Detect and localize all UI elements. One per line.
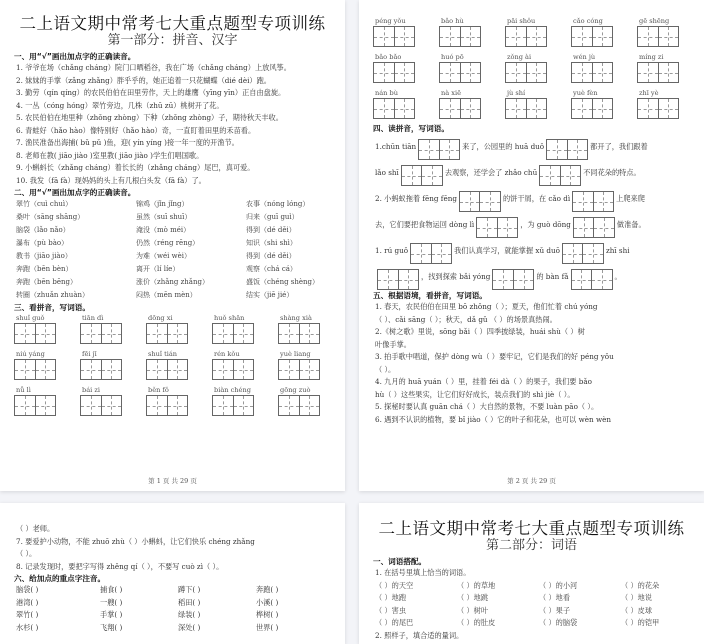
writing-box[interactable] [401,165,443,186]
writing-box[interactable] [459,191,501,212]
matching-item: （ ）的铠甲 [621,618,660,627]
passage-text: 做准备。 [616,220,646,229]
passage-text: 去，它们要把食物运回 dòng lì [375,220,475,229]
choice-item: 农事（nóng lóng） [246,200,310,208]
section-heading: 四、读拼音，写词语。 [373,124,449,133]
choice-item: 教书（jiāo jiào） [16,252,72,260]
passage-text: 我们认真学习，就能掌握 xǔ duō [454,246,560,255]
choice-item: 脑袋（lǎo nǎo） [16,226,70,234]
writing-box[interactable] [637,98,679,119]
choice-item: 奔跑（bēn bēng） [16,278,77,286]
choice-item: 知识（shi shì） [246,239,297,247]
passage-line [375,186,704,212]
choice-item: 结实（jiē jié） [246,291,294,299]
annotation-item: 世界( ) [256,622,279,632]
pinyin-label: bǎo hù [441,17,464,25]
pinyin-row [373,52,704,83]
writing-box[interactable] [212,323,254,344]
passage-line [375,264,704,290]
question-item: 5. 农民伯伯在地里种（zhǒng zhòng）下种（zhǒng zhòng）子，期待秋天丰收。 [16,113,283,122]
question-item: 2. 妹妹的手掌（zǎng zhǎng）胖乎乎的，她正追着一只花蝴蝶（dié dèi）跑。 [16,75,271,85]
writing-box[interactable] [418,139,460,160]
pinyin-row [373,88,704,119]
choice-item: 得到（dé děi） [246,226,296,234]
pinyin-label: bái zi [82,386,100,394]
instruction: 2. 照样子，填合适的量词。 [375,630,464,640]
section-heading: 六、给加点的重点字注音。 [14,574,106,583]
section-heading: 一、词语搭配。 [373,557,427,566]
annotation-item: 稻田( ) [178,597,201,607]
question-item: 9. 小蝌蚪长（zhǎng cháng）着长长的（zhǎng cháng）尾巴，真可爱。 [16,163,255,172]
writing-box[interactable] [146,359,188,380]
writing-box[interactable] [571,269,613,290]
writing-box[interactable] [212,395,254,416]
annotation-item: 桦树( ) [256,610,279,619]
annotation-item: 港湾( ) [16,597,39,607]
pinyin-label: zǒng ài [507,53,532,61]
choice-item: 观察（chá cá） [246,265,297,273]
passage-text: 2. 小蚂蚁拖着 fēng fēng [375,194,457,203]
writing-box[interactable] [571,98,613,119]
part-subtitle: 第二部分：词语 [485,538,577,553]
matching-item: （ ）的肚皮 [457,618,496,627]
choice-item: 涨价（zhǎng zhǎng） [136,278,209,286]
passage-text: ，找到探索 bǎi yóng [421,272,491,281]
choice-item: 盛饭（chéng shèng） [246,278,320,286]
section-heading: 一、用“√”画出加点字的正确读音。 [14,52,136,61]
question-line: 1. 春天，农民伯伯在田里 bō zhǒng（ ）；夏天，他们忙着 chú yóng [375,302,598,311]
passage-line [375,238,704,264]
pinyin-label: gōng zuò [280,386,311,394]
choice-item: 得到（dé děi） [246,252,296,260]
writing-box[interactable] [562,243,604,264]
choice-item: 为难（wéi wèi） [136,252,191,260]
choice-item: 仍然（réng rēng） [136,239,200,247]
writing-box[interactable] [505,62,547,83]
annotation-item: 翠竹( ) [16,610,39,619]
pinyin-label: wén jù [573,53,596,61]
passage-line [375,212,704,238]
pinyin-row [14,385,345,416]
writing-box[interactable] [373,62,415,83]
passage-text: zhī shi [605,246,630,255]
passage-text: 都开了，我们跟着 [590,142,648,151]
choice-item: 归来（guī guì） [246,213,299,221]
matching-item: （ ）的花朵 [621,580,660,590]
pinyin-label: biàn chéng [214,386,251,394]
fill-in-passage [359,134,704,290]
part-subtitle: 第一部分：拼音、汉字 [107,33,238,48]
writing-box[interactable] [146,395,188,416]
question-item: 3. 勤劳（qín qíng）的农民伯伯在田里劳作，天上的雄鹰（yīng yīn）正自由盘旋。 [16,88,286,97]
pinyin-label: jù shí [507,89,526,97]
passage-text: 的饼干屑，在 cǎo dì [502,194,571,203]
writing-box[interactable] [14,359,56,380]
pinyin-label: bǎo bǎo [375,53,402,61]
writing-box[interactable] [439,98,481,119]
pinyin-label: péng yǒu [375,17,406,25]
pinyin-label: shuǐ guǒ [16,314,45,322]
writing-box[interactable] [539,165,581,186]
question-item: 10. 我发（fā fà）现妈妈的头上有几根白头发（fā fà）了。 [16,175,206,185]
pinyin-label: yuè fèn [573,89,598,97]
passage-line [375,134,704,160]
pinyin-label: cǎo cóng [573,17,603,25]
passage-text: 去观察，还学会了 zhǎo chū [444,168,538,177]
pinyin-label: pāi shǒu [507,17,536,25]
writing-box[interactable] [637,26,679,47]
passage-text: 的 bàn fǎ [536,272,569,281]
writing-box[interactable] [476,217,518,238]
pinyin-label: běn fǒ [148,386,169,394]
annotation-item: 脑袋( ) [16,585,39,594]
annotation-item: 飞翔( ) [100,622,123,632]
pinyin-label: shàng xià [280,314,312,322]
passage-text: ，为 guò dōng [520,220,571,229]
writing-box[interactable] [278,395,320,416]
question-line: （ ）老师。 [16,524,55,533]
passage-text: lǎo shī [375,168,399,177]
page-footer: 第 1 页 共 29 页 [148,477,197,485]
passage-text: 不同花朵的特点。 [583,168,641,177]
matching-item: （ ）的小河 [539,580,578,590]
writing-box[interactable] [377,269,419,290]
section-heading: 三、看拼音，写词语。 [14,303,90,312]
annotation-item: 小溪( ) [256,597,279,607]
pinyin-label: zhī yè [639,89,659,97]
pinyin-label: niú yáng [16,350,45,358]
matching-item: （ ）地跳 [457,593,489,602]
question-item: 8. 老师在教( jiāo jiào )室里教( jiāo jiào )学生们唱国歌。 [16,150,204,160]
writing-box[interactable] [439,62,481,83]
choice-item: 桑叶（sāng shāng） [16,213,85,221]
writing-box[interactable] [410,243,452,264]
writing-box[interactable] [505,26,547,47]
question-line: 叶像手掌。 [375,339,411,349]
context-fill-list [359,301,704,426]
pinyin-label: dōng xi [148,314,173,322]
pinyin-row [373,16,704,47]
annotation-item: 绿装( ) [178,610,201,619]
choice-item: 淹没（mò méi） [136,226,191,234]
document-page-2 [359,0,704,491]
question-list [0,62,345,187]
section-heading: 二、用“√”画出加点字的正确读音。 [14,188,136,197]
writing-box[interactable] [505,98,547,119]
writing-box[interactable] [146,323,188,344]
writing-box[interactable] [80,359,122,380]
matching-item: （ ）的尾巴 [375,618,414,627]
passage-text: 来了，公园里的 huā duǒ [462,142,545,151]
matching-item: （ ）地跑 [375,593,407,602]
matching-item: （ ）地看 [539,593,571,602]
writing-box[interactable] [80,323,122,344]
pinyin-label: míng zi [639,53,664,61]
pinyin-label: nǚ lì [16,386,31,394]
pinyin-label: tiān dì [82,314,104,322]
annotation-item: 一艘( ) [100,597,123,607]
choice-item: 离开（lí líe） [136,265,180,273]
matching-item: （ ）树叶 [457,605,489,615]
passage-text: 1. rú guǒ [375,246,409,255]
annotation-item: 手掌( ) [100,610,123,619]
pinyin-writing-grid [0,313,345,416]
question-line: （ ）。 [375,364,396,374]
writing-box[interactable] [14,323,56,344]
pinyin-label: yuè liang [280,350,311,358]
phonetic-annotation-grid [16,584,345,634]
passage-text: 。 [614,272,622,281]
question-line: 8. 记录发现时，要把字写得 zhěng qí（ ），不要写 cuò zì（ ）。 [16,561,224,571]
matching-item: （ ）的脑袋 [539,618,578,627]
writing-box[interactable] [439,26,481,47]
question-line: 2.《树之歌》里说，sōng bǎi（ ）四季披绿装，huái shù（ ）树 [375,327,585,336]
matching-item: （ ）地说 [621,593,653,602]
pinyin-label: huó pō [441,53,464,61]
question-item: 4. 一丛（cóng hóng）翠竹旁边，几株（zhū zū）桃树开了花。 [16,100,224,110]
document-page-1 [0,0,345,491]
pinyin-label: fēi jī [82,350,97,358]
pinyin-row [14,349,345,380]
choice-item: 锦鸡（jǐn jǐng） [136,200,189,208]
writing-box[interactable] [572,191,614,212]
question-line: 3. 拍手歌中唱道，保护 dòng wù（ ）要牢记，它们是我们的好 péng yǒu [375,352,614,361]
passage-line [375,160,704,186]
matching-item: （ ）害虫 [375,605,407,615]
reading-choice-grid [16,198,345,302]
question-line: 6. 遇到不认识的植物，要 bǐ jiào（ ）它的叶子和花朵，也可以 wèn wèn [375,414,611,424]
pinyin-writing-grid [359,16,704,119]
matching-item: （ ）的草地 [457,580,496,590]
writing-box[interactable] [571,26,613,47]
annotation-item: 水杉( ) [16,622,39,632]
word-matching-grid [375,580,704,630]
choice-item: 转圈（zhuǎn zhuàn） [16,291,89,299]
writing-box[interactable] [14,395,56,416]
pinyin-label: shuǐ tián [148,350,178,358]
writing-box[interactable] [373,26,415,47]
pinyin-label: nán bù [375,89,398,97]
choice-item: 闷热（mēn mèn） [136,291,197,299]
pinyin-label: gē shēng [639,17,670,25]
writing-box[interactable] [546,139,588,160]
pinyin-label: nà xiē [441,89,462,97]
matching-item: （ ）果子 [539,605,571,615]
choice-item: 翠竹（cuì chuì） [16,200,73,208]
question-line: hù（ ）这些果实，让它们好好成长，装点我们的 shì jiè（ ）。 [375,389,575,399]
writing-box[interactable] [80,395,122,416]
question-item: 7. 渔民准备出海捕( bǔ pǔ )鱼，迎( yín yíng )接一年一度的开渔节。 [16,138,239,147]
question-line: （ ）。 [16,549,37,558]
question-item: 1. 爷爷在场（chǎng cháng）院门口晒稻谷，我在广场（chǎng cháng）上放风筝。 [16,63,291,72]
choice-item: 虽然（suī shuī） [136,213,192,221]
question-line: 7. 要爱护小动物，不能 zhuō zhù（ ）小蝌蚪，让它们快乐 chéng zhǎng [16,536,255,546]
writing-box[interactable] [278,359,320,380]
doc-title: 二上语文期中常考七大重点题型专项训练 [378,519,685,538]
writing-box[interactable] [373,98,415,119]
pinyin-label: rén kǒu [214,350,240,358]
document-page-3 [0,503,345,644]
writing-box[interactable] [573,217,615,238]
annotation-item: 奔跑( ) [256,585,279,594]
passage-text: 上爬来爬 [616,194,645,203]
annotation-item: 蹲下( ) [178,585,201,594]
pinyin-label: huǒ shān [214,314,245,322]
writing-box[interactable] [637,62,679,83]
document-page-4 [359,503,704,644]
question-item: 6. 青蛙好（hǎo hào）像特别好（hǎo hào）奇，一直盯着田里的禾苗看。 [16,125,256,135]
choice-item: 瀑布（pù bào） [16,239,69,247]
writing-box[interactable] [571,62,613,83]
matching-item: （ ）皮球 [621,605,653,615]
question-line: （ ）、cǎi sāng（ ）；秋天，dǎ gǔ （ ）的场景真热闹。 [375,314,557,324]
instruction: 1. 在括号里填上恰当的词语。 [375,568,471,577]
annotation-item: 深处( ) [178,622,201,632]
question-line: 5. 探秘时要认真 guān chá（ ）大自然的景物，不要 luàn pāo（ ）。 [375,402,599,411]
question-line: 4. 九月的 huā yuán（ ）里，挂着 féi dà（ ）的果子，我们要 bǎo [375,377,592,386]
writing-box[interactable] [278,323,320,344]
writing-box[interactable] [212,359,254,380]
writing-box[interactable] [492,269,534,290]
doc-title: 二上语文期中常考七大重点题型专项训练 [19,14,326,33]
pinyin-row [14,313,345,344]
matching-item: （ ）的天空 [375,580,414,590]
passage-text: 1.chūn tiān [375,142,417,151]
page-footer: 第 2 页 共 29 页 [507,477,556,485]
annotation-item: 捕食( ) [100,585,123,594]
section-heading: 五、根据语境，看拼音，写词语。 [373,291,487,300]
choice-item: 奔跑（bēn bèn） [16,265,73,273]
